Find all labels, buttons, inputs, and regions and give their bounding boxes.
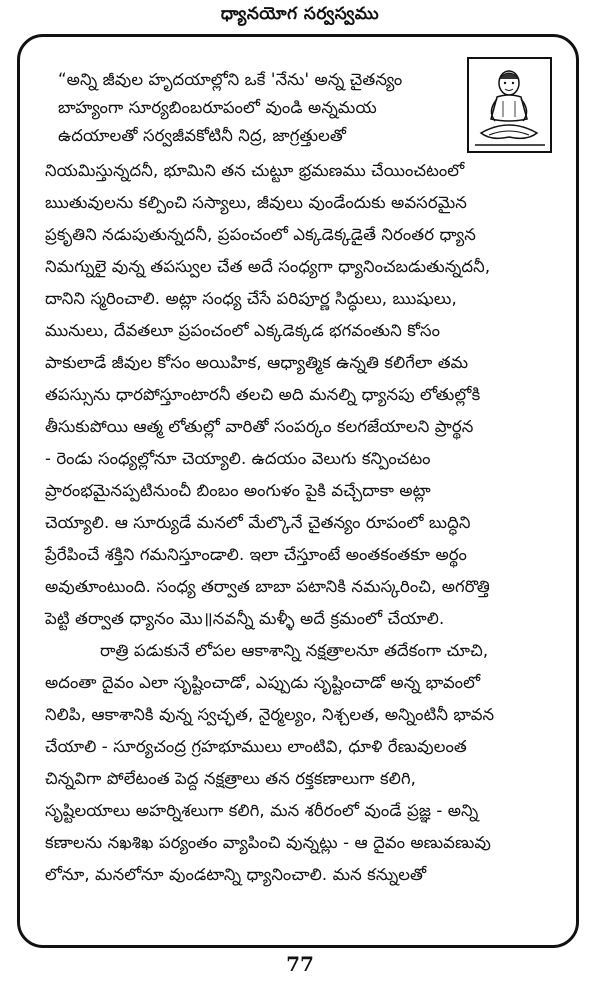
text-line: కణాలను నఖశిఖ పర్యంతం వ్యాపించి వున్నట్లు - ఆ దైవం అణువణువు	[45, 833, 491, 852]
text-line: సృష్టిలయాలు అహర్నిశలుగా కలిగి, మన శరీరంలో వుండే ప్రజ్ఞ - అన్ని	[45, 801, 479, 820]
text-line: ప్రేరేపించే శక్తిని గమనిస్తూండాలి. ఇలా చేస్తూంటే అంతకంతకూ అర్థం	[45, 545, 467, 564]
text-line: ఋతువులను కల్పించి సస్యాలు, జీవులు వుండేందుకు అవసరమైన	[45, 193, 467, 212]
text-line: ప్రారంభమైనప్పటినుంచీ బింబం అంగుళం పైకి వచ్చేదాకా అట్లా	[45, 481, 431, 500]
text-line: అవుతూంటుంది. సంధ్య తర్వాత బాబా పటానికి నమస్కరించి, అగరొత్తి	[45, 577, 490, 596]
page-number: 77	[286, 952, 314, 976]
text-line: దానిని స్మరించాలి. అట్లా సంధ్య చేసే పరిపూర్ణ సిద్ధులు, ఋషులు,	[45, 289, 457, 308]
text-line: పెట్టి తర్వాత ధ్యానం మొ॥నవన్నీ మళ్ళీ అదే క్రమంలో చేయాలి.	[45, 609, 445, 628]
text-line: లోనూ, మనలోనూ వుండటాన్ని ధ్యానించాలి. మన కన్నులతో	[45, 865, 427, 884]
text-line: నిలిపి, ఆకాశానికి వున్న స్వచ్ఛత, నైర్మల్యం, నిశ్చలత, అన్నింటినీ భావన	[45, 705, 495, 724]
text-line: చెయ్యాలి. ఆ సూర్యుడే మనలో మేల్కొనే చైతన్యం రూపంలో బుద్ధిని	[45, 513, 471, 532]
text-line: అదంతా దైవం ఎలా సృష్టించాడో, ఎప్పుడు సృష్టించాడో అన్న భావంలో	[45, 673, 481, 692]
text-line: నియమిస్తున్నదనీ, భూమిని తన చుట్టూ భ్రమణము చేయించటంలో	[45, 161, 465, 180]
text-line: మునులు, దేవతలూ ప్రపంచంలో ఎక్కడెక్కడ భగవంతుని కోసం	[45, 321, 441, 340]
text-line: పాకులాడే జీవుల కోసం అయిహిక, ఆధ్యాత్మిక ఉన్నతి కలిగేలా తమ	[45, 353, 469, 372]
running-header: ధ్యానయోగ సర్వస్వము	[220, 4, 380, 24]
text-line: ప్రకృతిని నడుపుతున్నదనీ, ప్రపంచంలో ఎక్కడెక్కడైతే నిరంతర ధ్యాన	[45, 225, 476, 244]
text-line: ఉదయాలతో సర్వజీవకోటినీ నిద్ర, జాగ్రత్తులతో	[58, 126, 347, 145]
text-line: బాహ్యంగా సూర్యబింబరూపంలో వుండి అన్నమయ	[58, 98, 377, 117]
seated-guru-portrait-icon	[467, 57, 552, 153]
text-line: తపస్సును ధారపోస్తూంటారనీ తలచి అది మనల్ని ధ్యానపు లోతుల్లోకి	[45, 385, 481, 404]
text-line: నిమగ్నులై వున్న తపస్వుల చేత అదే సంధ్యగా ధ్యానించబడుతున్నదనీ,	[45, 257, 491, 276]
text-line: చేయాలి - సూర్యచంద్ర గ్రహభూములు లాంటివి, ధూళి రేణువులంత	[45, 737, 467, 756]
text-line: చిన్నవిగా పోలేటంత పెద్ద నక్షత్రాలు తన రక్తకణాలుగా కలిగి,	[45, 769, 417, 788]
text-line: రాత్రి పడుకునే లోపల ఆకాశాన్ని నక్షత్రాలనూ తదేకంగా చూచి,	[100, 641, 489, 660]
text-line: “అన్ని జీవుల హృదయాల్లోని ఒకే 'నేను' అన్న చైతన్యం	[58, 70, 403, 89]
text-line: తీసుకుపోయి ఆత్మ లోతుల్లో వారితో సంపర్కం కలగజేయాలని ప్రార్థన	[45, 417, 474, 436]
text-line: - రెండు సంధ్యల్లోనూ చెయ్యాలి. ఉదయం వెలుగు కన్పించటం	[45, 449, 431, 468]
